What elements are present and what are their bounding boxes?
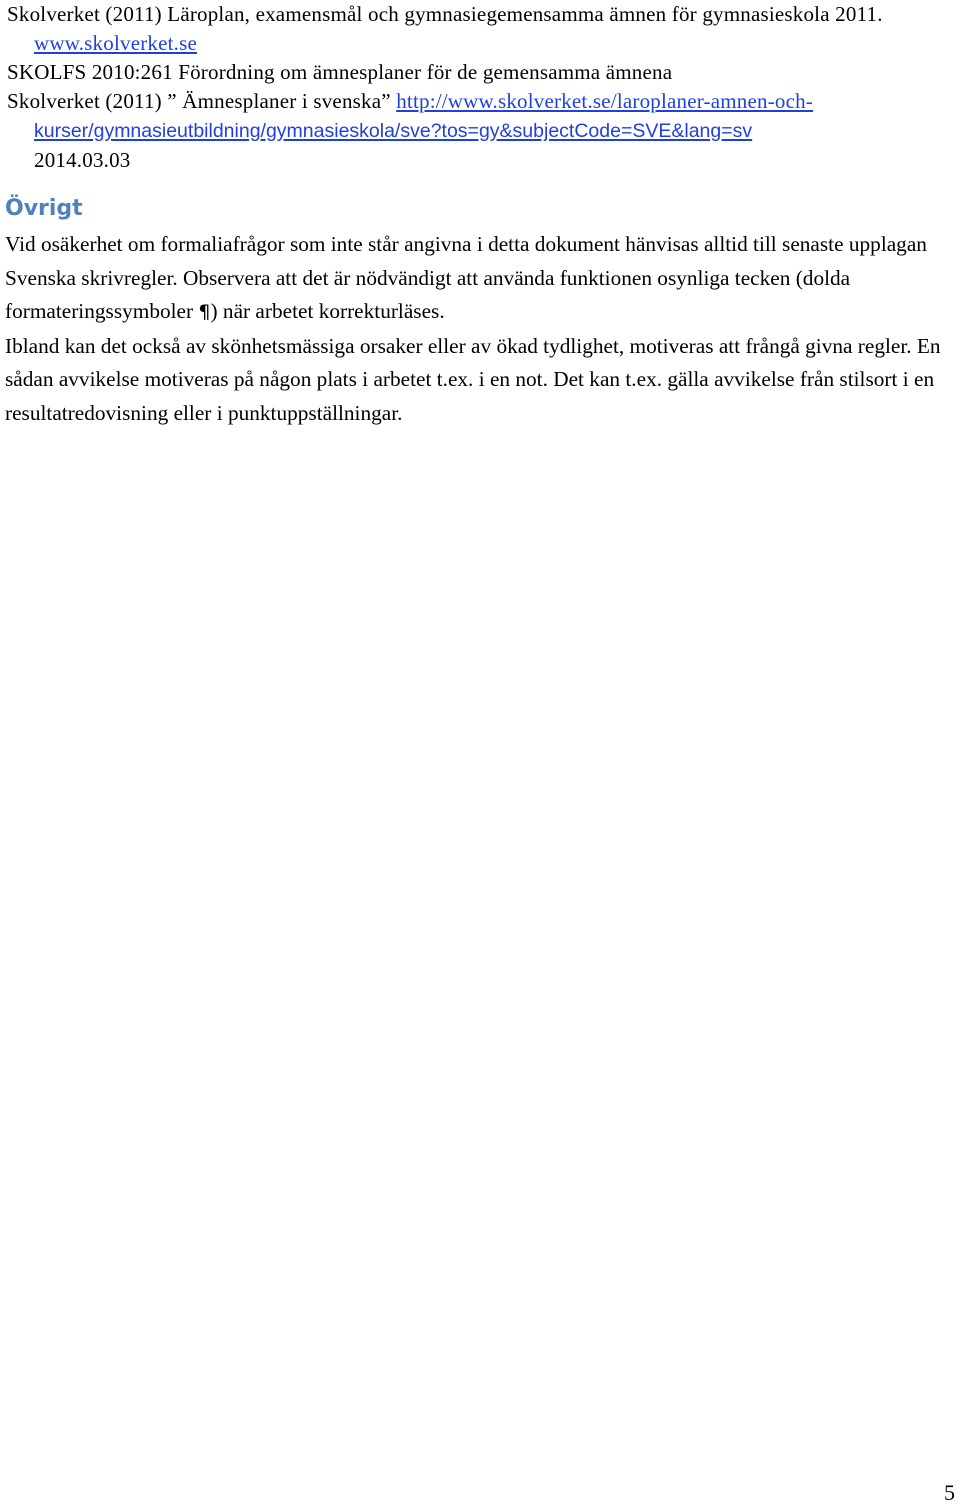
reference-link-part1: http://www.skolverket.se/laroplaner-amnen-och- <box>396 89 814 113</box>
reference-text: SKOLFS 2010:261 Förordning om ämnesplaner för de gemensamma ämnena <box>7 60 673 84</box>
reference-link[interactable]: www.skolverket.se <box>34 31 198 55</box>
section-heading: Övrigt <box>5 196 83 221</box>
paragraph-text: Vid osäkerhet om formaliafrågor som inte står angivna i detta dokument hänvisas alltid till senaste upplagan Svenska skrivregler. Observera att det är nödvändigt att använda funktionen osynliga tecken (dolda formateringssymboler <box>5 232 927 323</box>
paragraph-text: ) när arbetet korrekturläses. <box>210 299 445 323</box>
reference-date: 2014.03.03 <box>34 148 131 172</box>
pilcrow-icon: ¶ <box>198 301 211 323</box>
reference-link-part2: kurser/gymnasieutbildning/gymnasieskola/sve?tos=gy&subjectCode=SVE&lang=sv <box>34 120 753 142</box>
page-number: 5 <box>944 1480 955 1505</box>
paragraph: Ibland kan det också av skönhetsmässiga orsaker eller av ökad tydlighet, motiveras att frångå givna regler. En sådan avvikelse motiveras på någon plats i arbetet t.ex. i en not. Det kan t.ex. gälla avvikelse från stilsort i en resultatredovisning eller i punktuppställningar. <box>5 333 941 425</box>
reference-list <box>7 0 957 175</box>
reference-item <box>7 87 957 175</box>
reference-text: Skolverket (2011) ” Ämnesplaner i svenska” <box>7 89 397 113</box>
reference-item <box>7 58 957 87</box>
paragraph <box>5 228 955 330</box>
reference-item <box>7 0 957 58</box>
section-body <box>5 228 955 430</box>
reference-text: Skolverket (2011) Läroplan, examensmål och gymnasiegemensamma ämnen för gymnasieskola 2011. <box>7 2 883 26</box>
